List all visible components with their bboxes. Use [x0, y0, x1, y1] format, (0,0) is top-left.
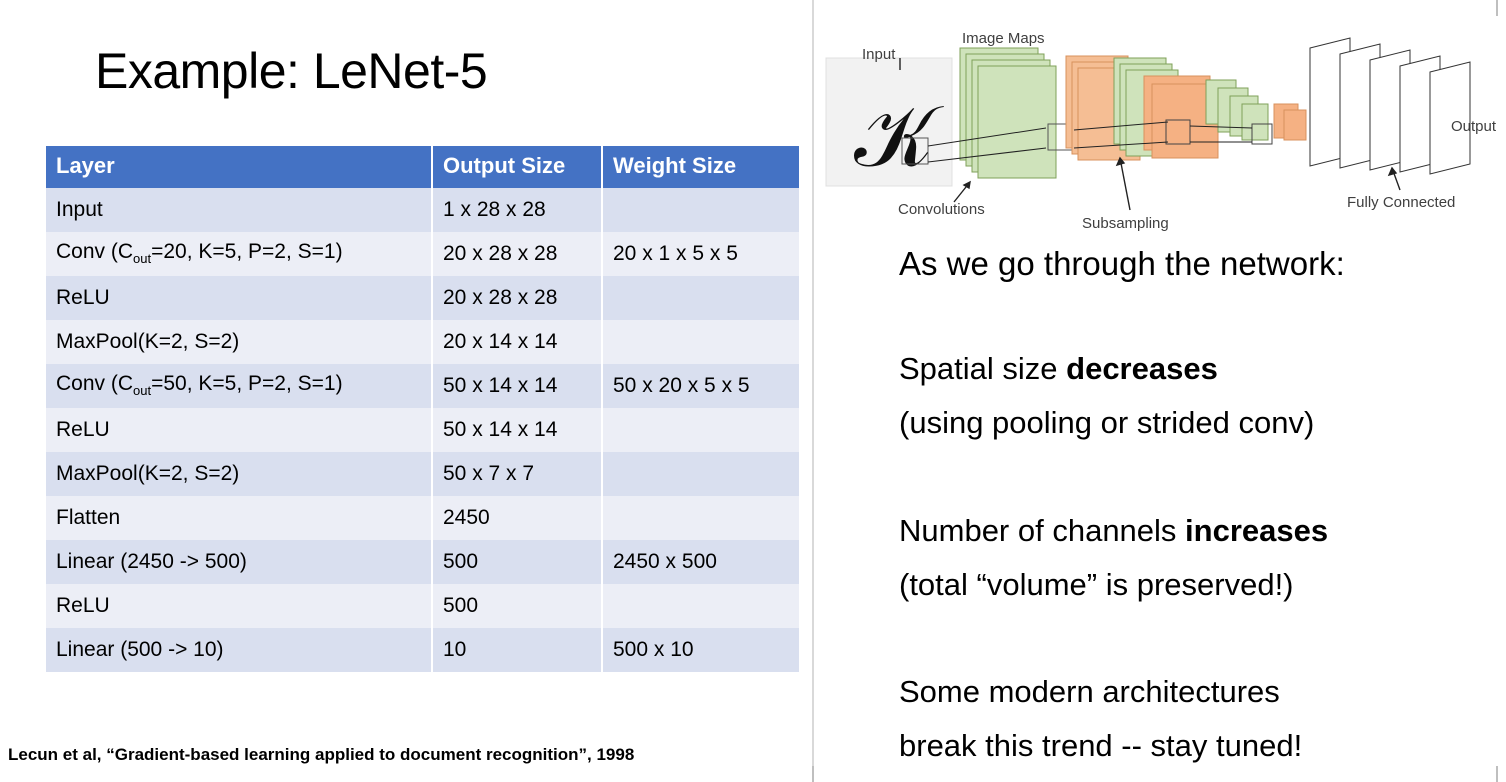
cell-output-size: 2450 — [432, 496, 602, 540]
notes-channels-detail: (total “volume” is preserved!) — [899, 567, 1294, 602]
cell-layer: MaxPool(K=2, S=2) — [46, 320, 432, 364]
table-row — [46, 540, 799, 584]
figure-label-image-maps: Image Maps — [962, 30, 1045, 47]
table-row — [46, 452, 799, 496]
cell-layer: ReLU — [46, 408, 432, 452]
notes-spatial-size — [899, 352, 1218, 385]
cell-output-size: 500 — [432, 540, 602, 584]
lenet-layers-table — [46, 146, 799, 672]
figure-label-output: Output — [1451, 118, 1497, 135]
cell-layer: ReLU — [46, 276, 432, 320]
table-row — [46, 584, 799, 628]
table-row — [46, 276, 799, 320]
table-header-row — [46, 146, 799, 188]
cell-weight-size: 500 x 10 — [602, 628, 799, 672]
table-row — [46, 188, 799, 232]
page-title: Example: LeNet-5 — [95, 43, 488, 99]
notes-modern-architectures-line1: Some modern architectures — [899, 674, 1280, 709]
cell-weight-size — [602, 408, 799, 452]
cell-output-size: 50 x 7 x 7 — [432, 452, 602, 496]
table-row — [46, 364, 799, 408]
table-row — [46, 320, 799, 364]
figure-label-convolutions: Convolutions — [898, 201, 985, 218]
notes-channels — [899, 514, 1328, 547]
figure-label-fully-connected: Fully Connected — [1347, 194, 1456, 211]
cell-weight-size: 2450 x 500 — [602, 540, 799, 584]
cell-weight-size — [602, 320, 799, 364]
cell-output-size: 10 — [432, 628, 602, 672]
cell-layer: Linear (2450 -> 500) — [46, 540, 432, 584]
notes-spatial-size-detail: (using pooling or strided conv) — [899, 405, 1315, 440]
citation: Lecun et al, “Gradient-based learning applied to document recognition”, 1998 — [8, 745, 635, 764]
cell-weight-size: 20 x 1 x 5 x 5 — [602, 232, 799, 276]
table-row — [46, 628, 799, 672]
notes-spatial-size-emphasis: decreases — [1066, 351, 1218, 386]
notes-channels-prefix: Number of channels — [899, 513, 1186, 548]
right-column — [814, 0, 1506, 782]
cell-output-size: 50 x 14 x 14 — [432, 364, 602, 408]
lenet-architecture-figure — [814, 6, 1506, 232]
cell-layer: Conv ($C_{out}=20$, K=5, P=2, S=1) — [46, 232, 432, 276]
cell-weight-size: 50 x 20 x 5 x 5 — [602, 364, 799, 408]
cell-output-size: 50 x 14 x 14 — [432, 408, 602, 452]
table-row — [46, 232, 799, 276]
cell-output-size: 20 x 28 x 28 — [432, 232, 602, 276]
figure-label-input: Input — [862, 46, 896, 63]
cell-output-size: 1 x 28 x 28 — [432, 188, 602, 232]
cell-layer: Linear (500 -> 10) — [46, 628, 432, 672]
cell-layer: MaxPool(K=2, S=2) — [46, 452, 432, 496]
notes-heading: As we go through the network: — [899, 245, 1345, 282]
notes-modern-architectures-line2: break this trend -- stay tuned! — [899, 728, 1303, 763]
notes-spatial-size-prefix: Spatial size — [899, 351, 1067, 386]
cell-weight-size — [602, 496, 799, 540]
cell-layer: Input — [46, 188, 432, 232]
notes-channels-emphasis: increases — [1185, 513, 1329, 548]
cell-layer: Flatten — [46, 496, 432, 540]
cell-weight-size — [602, 452, 799, 496]
table-row — [46, 408, 799, 452]
column-header-output-size: Output Size — [432, 146, 602, 188]
column-header-weight-size: Weight Size — [602, 146, 799, 188]
figure-label-subsampling: Subsampling — [1082, 215, 1169, 232]
column-header-layer: Layer — [46, 146, 432, 188]
svg-text:𝒦: 𝒦 — [854, 89, 934, 185]
cell-weight-size — [602, 188, 799, 232]
cell-layer: ReLU — [46, 584, 432, 628]
table-row — [46, 496, 799, 540]
cell-layer: Conv ($C_{out}=50$, K=5, P=2, S=1) — [46, 364, 432, 408]
cell-output-size: 20 x 28 x 28 — [432, 276, 602, 320]
cell-weight-size — [602, 276, 799, 320]
cell-output-size: 500 — [432, 584, 602, 628]
cell-output-size: 20 x 14 x 14 — [432, 320, 602, 364]
cell-weight-size — [602, 584, 799, 628]
